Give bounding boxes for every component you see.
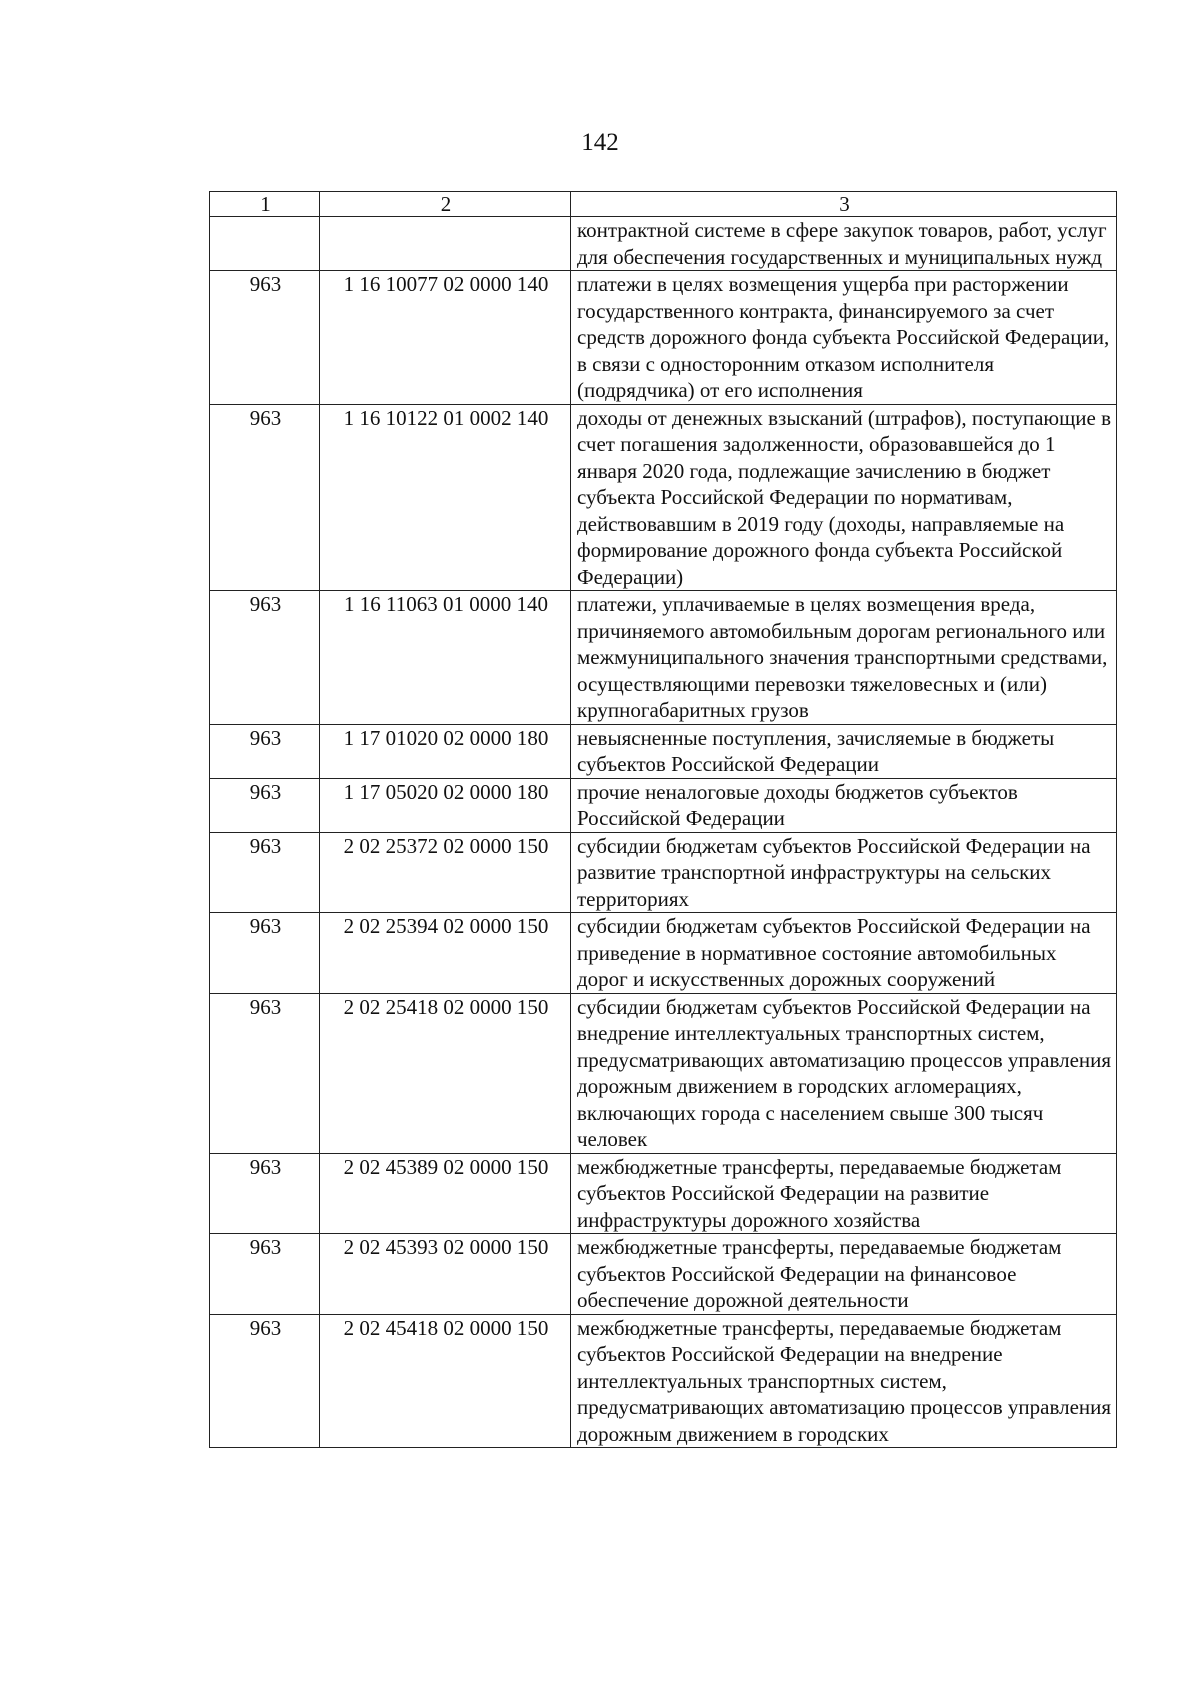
revenue-code-cell: 2 02 25372 02 0000 150 xyxy=(320,832,571,913)
table-row xyxy=(210,1153,1117,1234)
revenue-name-cell: невыясненные поступления, зачисляемые в бюджеты субъектов Российской Федерации xyxy=(571,724,1117,778)
admin-code-cell: 963 xyxy=(210,1153,320,1234)
revenue-name-cell: доходы от денежных взысканий (штрафов), поступающие в счет погашения задолженности, образовавшейся до 1 января 2020 года, подлежащие зачислению в бюджет субъекта Российской Федерации по нормативам, действовавшим в 2019 году (доходы, направляемые на формирование дорожного фонда субъекта Российской Федерации) xyxy=(571,404,1117,591)
revenue-code-cell: 2 02 25394 02 0000 150 xyxy=(320,913,571,994)
revenue-code-cell: 2 02 25418 02 0000 150 xyxy=(320,993,571,1153)
revenue-name-cell: контрактной системе в сфере закупок товаров, работ, услуг для обеспечения государственных и муниципальных нужд xyxy=(571,217,1117,271)
header-row xyxy=(210,192,1117,217)
revenue-name-cell: межбюджетные трансферты, передаваемые бюджетам субъектов Российской Федерации на финансовое обеспечение дорожной деятельности xyxy=(571,1234,1117,1315)
table-row xyxy=(210,832,1117,913)
revenue-code-cell: 1 17 01020 02 0000 180 xyxy=(320,724,571,778)
header-col-1: 1 xyxy=(210,192,320,217)
admin-code-cell: 963 xyxy=(210,993,320,1153)
admin-code-cell: 963 xyxy=(210,271,320,405)
table-row xyxy=(210,404,1117,591)
revenue-name-cell: прочие неналоговые доходы бюджетов субъектов Российской Федерации xyxy=(571,778,1117,832)
admin-code-cell: 963 xyxy=(210,778,320,832)
table-row xyxy=(210,913,1117,994)
table-row xyxy=(210,217,1117,271)
table-row xyxy=(210,591,1117,725)
page-number: 142 xyxy=(581,129,619,156)
table-header xyxy=(210,192,1117,217)
revenue-name-cell: субсидии бюджетам субъектов Российской Федерации на развитие транспортной инфраструктуры на сельских территориях xyxy=(571,832,1117,913)
table-row xyxy=(210,271,1117,405)
header-col-3: 3 xyxy=(571,192,1117,217)
revenue-code-cell: 1 16 11063 01 0000 140 xyxy=(320,591,571,725)
table-row xyxy=(210,993,1117,1153)
revenue-code-cell xyxy=(320,217,571,271)
admin-code-cell: 963 xyxy=(210,591,320,725)
admin-code-cell: 963 xyxy=(210,724,320,778)
table-row xyxy=(210,1314,1117,1448)
table-row xyxy=(210,1234,1117,1315)
admin-code-cell: 963 xyxy=(210,1314,320,1448)
revenue-name-cell: платежи в целях возмещения ущерба при расторжении государственного контракта, финансируемого за счет средств дорожного фонда субъекта Российской Федерации, в связи с односторонним отказом исполнителя (подрядчика) от его исполнения xyxy=(571,271,1117,405)
revenue-name-cell: межбюджетные трансферты, передаваемые бюджетам субъектов Российской Федерации на внедрение интеллектуальных транспортных систем, предусматривающих автоматизацию процессов управления дорожным движением в городских xyxy=(571,1314,1117,1448)
revenue-name-cell: платежи, уплачиваемые в целях возмещения вреда, причиняемого автомобильным дорогам регионального или межмуниципального значения транспортными средствами, осуществляющими перевозки тяжеловесных и (или) крупногабаритных грузов xyxy=(571,591,1117,725)
revenue-code-cell: 1 17 05020 02 0000 180 xyxy=(320,778,571,832)
table-row xyxy=(210,724,1117,778)
revenue-code-cell: 1 16 10077 02 0000 140 xyxy=(320,271,571,405)
revenue-name-cell: субсидии бюджетам субъектов Российской Федерации на приведение в нормативное состояние автомобильных дорог и искусственных дорожных сооружений xyxy=(571,913,1117,994)
table-body xyxy=(210,217,1117,1448)
admin-code-cell: 963 xyxy=(210,1234,320,1315)
revenue-name-cell: субсидии бюджетам субъектов Российской Федерации на внедрение интеллектуальных транспортных систем, предусматривающих автоматизацию процессов управления дорожным движением в городских агломерациях, включающих города с населением свыше 300 тысяч человек xyxy=(571,993,1117,1153)
table-row xyxy=(210,778,1117,832)
revenue-code-cell: 1 16 10122 01 0002 140 xyxy=(320,404,571,591)
revenue-code-cell: 2 02 45393 02 0000 150 xyxy=(320,1234,571,1315)
revenue-code-cell: 2 02 45418 02 0000 150 xyxy=(320,1314,571,1448)
admin-code-cell: 963 xyxy=(210,404,320,591)
revenue-codes-table xyxy=(209,191,1117,1448)
admin-code-cell: 963 xyxy=(210,832,320,913)
revenue-name-cell: межбюджетные трансферты, передаваемые бюджетам субъектов Российской Федерации на развитие инфраструктуры дорожного хозяйства xyxy=(571,1153,1117,1234)
revenue-code-cell: 2 02 45389 02 0000 150 xyxy=(320,1153,571,1234)
admin-code-cell xyxy=(210,217,320,271)
header-col-2: 2 xyxy=(320,192,571,217)
admin-code-cell: 963 xyxy=(210,913,320,994)
